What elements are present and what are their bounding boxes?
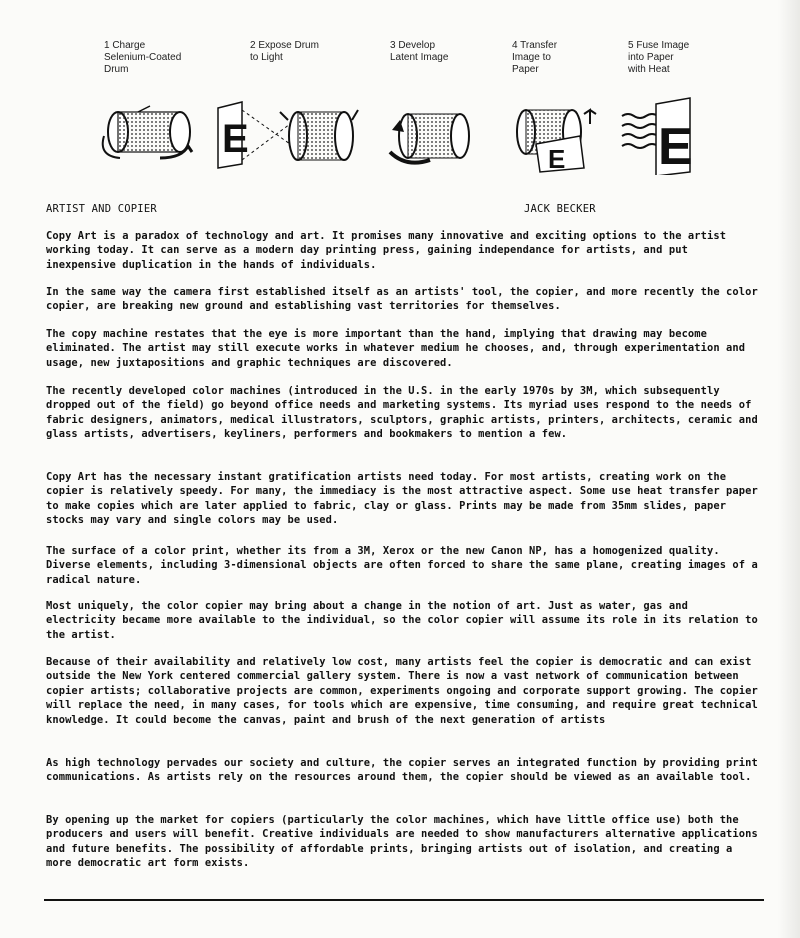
process-illustration bbox=[90, 40, 730, 175]
paragraph: Copy Art has the necessary instant gratification artists need today. For most artists, creating work on the copier is relatively speedy. For many, the immediacy is the most attractive aspect. Some use heat transfer paper to make copies which are later applied to fabric, clay or glass. Prints may be made from 35mm slides, paper stocks may vary and single colors may be used. bbox=[46, 471, 758, 527]
svg-text:E: E bbox=[222, 117, 249, 161]
drum-expose-icon bbox=[218, 102, 358, 168]
paragraph: By opening up the market for copiers (particularly the color machines, which have little office use) both the producers and users will benefit. Creative individuals are needed to show manufacturers alternative applications and future benefits. The possibility of affordable prints, bringing artists out of isolation, and creating a more democratic art form exists. bbox=[46, 814, 758, 870]
paragraph: Copy Art is a paradox of technology and art. It promises many innovative and exciting options to the artist working today. It can serve as a modern day printing press, gaining independance for artists, and put inexpensive duplication in the hands of individuals. bbox=[46, 230, 727, 271]
step-label: 1 Charge Selenium-Coated Drum bbox=[104, 40, 182, 75]
step-label: 3 Develop Latent Image bbox=[390, 40, 449, 63]
article-author: JACK BECKER bbox=[524, 203, 596, 215]
paragraph: The copy machine restates that the eye is more important than the hand, implying that drawing may become eliminated. The artist may still execute works in whatever medium he chooses, and, through experimentation and usage, new juxtapositions and graphic techniques are discovered. bbox=[46, 328, 746, 369]
bottom-rule bbox=[44, 899, 764, 901]
paragraph: In the same way the camera first established itself as an artists' tool, the copier, and more recently the color copier, are breaking new ground and establishing vast territories for themselves. bbox=[46, 286, 758, 313]
paragraph: The recently developed color machines (introduced in the U.S. in the early 1970s by 3M, which subsequently dropped out of the field) go beyond office needs and marketing systems. Its myriad uses respond to the needs of fabric designers, animators, medical illustrators, sculptors, graphic artists, printers, architects, ceramic and glass artists, advertisers, keyliners, performers and bookmakers to mention a few. bbox=[46, 385, 758, 441]
svg-text:E: E bbox=[658, 118, 693, 175]
drum-develop-icon bbox=[390, 114, 469, 163]
paragraph: Most uniquely, the color copier may bring about a change in the notion of art. Just as water, gas and electricity became more available to the individual, so the color copier will assume its role in its relation to the artist. bbox=[46, 600, 758, 641]
step-label: 5 Fuse Image into Paper with Heat bbox=[628, 40, 690, 75]
paragraph: Because of their availability and relatively low cost, many artists feel the copier is democratic and can exist outside the New York centered commercial gallery system. There is now a vast network of communication between copier artists; collaborative projects are common, experiments ongoing and corporate support growing. The copier will replace the need, in many cases, for tools which are expensive, time consuming, and require great technical knowledge. It could become the canvas, paint and brush of the next generation of artists bbox=[46, 656, 758, 726]
xerography-process-diagram bbox=[90, 40, 730, 175]
svg-text:E: E bbox=[548, 144, 566, 174]
page-edge-shadow bbox=[778, 0, 800, 938]
fuse-heat-icon bbox=[622, 98, 693, 175]
drum-transfer-icon bbox=[517, 110, 596, 174]
article-header bbox=[46, 203, 766, 217]
drum-charge-icon bbox=[103, 106, 192, 158]
article-title: ARTIST AND COPIER bbox=[46, 203, 157, 215]
step-label: 2 Expose Drum to Light bbox=[250, 40, 319, 63]
paragraph: As high technology pervades our society and culture, the copier serves an integrated function by providing print communications. As artists rely on the resources around them, the copier should be viewed as an available tool. bbox=[46, 757, 758, 784]
paragraph: The surface of a color print, whether its from a 3M, Xerox or the new Canon NP, has a homogenized quality. Diverse elements, including 3-dimensional objects are often forced to share the same plane, creating images of a radical nature. bbox=[46, 545, 758, 586]
step-label: 4 Transfer Image to Paper bbox=[512, 40, 558, 75]
